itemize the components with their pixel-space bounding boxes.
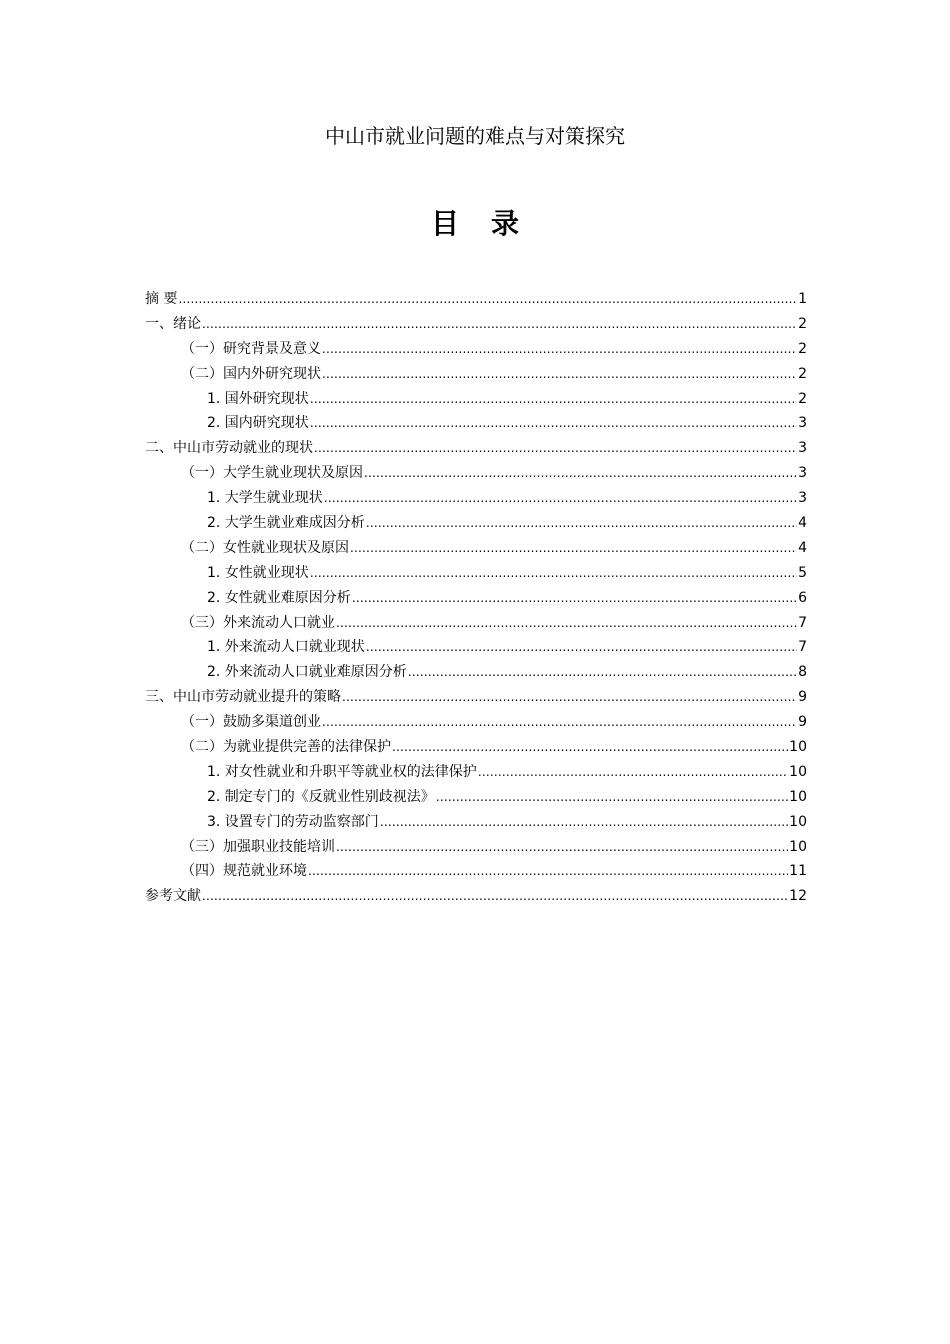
- toc-entry[interactable]: [145, 859, 807, 884]
- toc-leader-dots: [350, 536, 797, 561]
- toc-leader-dots: [322, 710, 797, 735]
- toc-leader-dots: [408, 660, 797, 685]
- toc-entry-label: （三）外来流动人口就业: [181, 614, 335, 631]
- toc-entry-label: 3. 设置专门的劳动监察部门: [207, 813, 379, 830]
- toc-entry[interactable]: [145, 411, 807, 436]
- toc-entry[interactable]: [145, 287, 807, 312]
- toc-entry-label: 1. 外来流动人口就业现状: [207, 639, 365, 656]
- toc-entry-page-number: 7: [798, 614, 807, 631]
- toc-leader-dots: [478, 760, 788, 785]
- toc-leader-dots: [310, 411, 797, 436]
- table-of-contents: [145, 287, 807, 909]
- toc-entry-page-number: 9: [798, 689, 807, 706]
- toc-entry-label: 二、中山市劳动就业的现状: [145, 440, 313, 457]
- toc-leader-dots: [392, 735, 788, 760]
- toc-entry[interactable]: [145, 810, 807, 835]
- toc-entry[interactable]: [145, 785, 807, 810]
- toc-entry-page-number: 10: [789, 763, 807, 780]
- toc-heading: 目录: [430, 207, 551, 240]
- toc-entry-page-number: 10: [789, 838, 807, 855]
- toc-entry-label: （三）加强职业技能培训: [181, 838, 335, 855]
- toc-entry[interactable]: [145, 586, 807, 611]
- toc-leader-dots: [336, 835, 788, 860]
- toc-entry-page-number: 2: [798, 340, 807, 357]
- toc-leader-dots: [178, 287, 797, 312]
- toc-entry-page-number: 4: [798, 515, 807, 532]
- toc-entry-page-number: 1: [798, 291, 807, 307]
- toc-leader-dots: [322, 337, 797, 362]
- toc-entry[interactable]: [145, 884, 807, 909]
- toc-entry-page-number: 4: [798, 539, 807, 556]
- toc-entry-label: 参考文献: [145, 888, 201, 905]
- toc-entry-page-number: 10: [789, 788, 807, 805]
- toc-leader-dots: [436, 785, 788, 810]
- toc-entry[interactable]: [145, 337, 807, 362]
- toc-leader-dots: [322, 362, 797, 387]
- toc-entry[interactable]: [145, 461, 807, 486]
- toc-entry[interactable]: [145, 486, 807, 511]
- toc-entry-page-number: 3: [798, 415, 807, 432]
- toc-entry-label: （一）鼓励多渠道创业: [181, 714, 321, 731]
- toc-entry-label: 三、中山市劳动就业提升的策略: [145, 689, 341, 706]
- toc-entry-label: （二）女性就业现状及原因: [181, 539, 349, 556]
- toc-entry-label: （一）研究背景及意义: [181, 340, 321, 357]
- toc-entry-label: 1. 女性就业现状: [207, 564, 309, 581]
- toc-leader-dots: [336, 611, 797, 636]
- toc-leader-dots: [366, 511, 797, 536]
- toc-entry-page-number: 5: [798, 564, 807, 581]
- toc-entry-page-number: 3: [798, 490, 807, 507]
- toc-entry-page-number: 9: [798, 714, 807, 731]
- toc-entry-page-number: 6: [798, 589, 807, 606]
- toc-entry-label: （二）国内外研究现状: [181, 365, 321, 382]
- toc-entry-page-number: 2: [798, 390, 807, 407]
- document-title: 中山市就业问题的难点与对策探究: [325, 124, 625, 148]
- toc-entry-label: （四）规范就业环境: [181, 863, 307, 880]
- toc-leader-dots: [202, 312, 797, 337]
- toc-entry-page-number: 11: [789, 863, 807, 880]
- toc-entry-label: 2. 女性就业难原因分析: [207, 589, 351, 606]
- toc-entry[interactable]: [145, 536, 807, 561]
- toc-leader-dots: [310, 387, 797, 412]
- toc-entry[interactable]: [145, 611, 807, 636]
- toc-entry[interactable]: [145, 436, 807, 461]
- toc-leader-dots: [352, 586, 797, 611]
- toc-entry-page-number: 10: [789, 813, 807, 830]
- toc-entry-label: 一、绪论: [145, 315, 201, 332]
- toc-entry-label: 1. 大学生就业现状: [207, 490, 323, 507]
- toc-entry[interactable]: [145, 387, 807, 412]
- toc-entry-label: 1. 国外研究现状: [207, 390, 309, 407]
- toc-leader-dots: [310, 561, 797, 586]
- toc-entry-label: 2. 国内研究现状: [207, 415, 309, 432]
- toc-entry[interactable]: [145, 685, 807, 710]
- toc-entry[interactable]: [145, 561, 807, 586]
- toc-entry-label: 2. 制定专门的《反就业性别歧视法》: [207, 788, 435, 805]
- toc-entry-label: 1. 对女性就业和升职平等就业权的法律保护: [207, 763, 477, 780]
- toc-leader-dots: [342, 685, 797, 710]
- toc-leader-dots: [314, 436, 797, 461]
- toc-entry[interactable]: [145, 660, 807, 685]
- toc-entry-page-number: 3: [798, 465, 807, 482]
- toc-entry[interactable]: [145, 511, 807, 536]
- toc-entry-label: 2. 外来流动人口就业难原因分析: [207, 664, 407, 681]
- toc-entry-label: （二）为就业提供完善的法律保护: [181, 739, 391, 756]
- toc-entry-label: 摘 要: [145, 291, 178, 307]
- toc-entry-page-number: 12: [789, 888, 807, 905]
- toc-entry-page-number: 3: [798, 440, 807, 457]
- toc-entry-page-number: 10: [789, 739, 807, 756]
- toc-entry[interactable]: [145, 735, 807, 760]
- toc-entry[interactable]: [145, 835, 807, 860]
- toc-entry-page-number: 8: [798, 664, 807, 681]
- toc-entry-label: 2. 大学生就业难成因分析: [207, 515, 365, 532]
- toc-entry-page-number: 7: [798, 639, 807, 656]
- toc-entry-label: （一）大学生就业现状及原因: [181, 465, 363, 482]
- toc-leader-dots: [364, 461, 797, 486]
- toc-entry-page-number: 2: [798, 315, 807, 332]
- toc-entry-page-number: 2: [798, 365, 807, 382]
- toc-leader-dots: [366, 635, 797, 660]
- toc-entry[interactable]: [145, 312, 807, 337]
- toc-entry[interactable]: [145, 710, 807, 735]
- toc-leader-dots: [324, 486, 797, 511]
- toc-entry[interactable]: [145, 760, 807, 785]
- toc-leader-dots: [308, 859, 788, 884]
- toc-leader-dots: [380, 810, 788, 835]
- toc-entry[interactable]: [145, 362, 807, 387]
- toc-leader-dots: [202, 884, 788, 909]
- toc-entry[interactable]: [145, 635, 807, 660]
